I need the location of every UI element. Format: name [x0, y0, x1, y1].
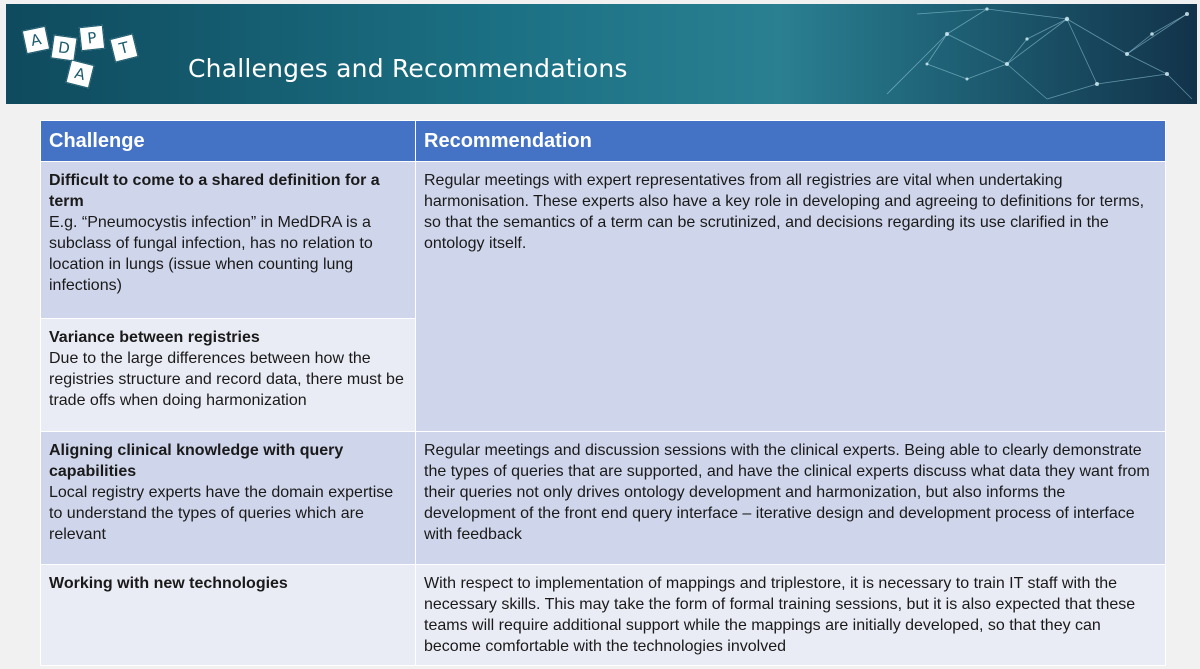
recommendation-cell — [416, 432, 1166, 565]
table-row — [41, 162, 1166, 319]
column-header-recommendation: Recommendation — [416, 121, 1166, 162]
challenge-cell — [41, 565, 416, 666]
logo-tile: T — [109, 33, 138, 62]
logo-tile: D — [50, 34, 77, 61]
recommendation-text: Regular meetings and discussion sessions with the clinical experts. Being able to clearly demonstrate the types of queries that are supported, and have the clinical experts discuss what data they want from their queries not only drives ontology development and harmonization, but also informs the development of the front end query interface – iterative design and development process of interface with feedback — [424, 442, 1150, 543]
challenge-title: Difficult to come to a shared definition for a term — [49, 172, 380, 210]
challenge-text: Local registry experts have the domain expertise to understand the types of queries which are relevant — [49, 484, 394, 543]
column-header-challenge: Challenge — [41, 121, 416, 162]
recommendation-text: With respect to implementation of mappings and triplestore, it is necessary to train IT staff with the necessary skills. This may take the form of formal training sessions, but it is also expected that these teams will require additional support while the mappings are initially developed, so that they can become comfortable with the technologies involved — [424, 575, 1136, 655]
challenge-title: Aligning clinical knowledge with query capabilities — [49, 442, 344, 480]
challenge-cell — [41, 162, 416, 319]
challenge-cell — [41, 432, 416, 565]
challenge-title: Variance between registries — [49, 329, 260, 346]
recommendation-cell — [416, 565, 1166, 666]
network-graphic — [867, 4, 1197, 104]
logo-tile: A — [65, 59, 94, 88]
recommendation-cell — [416, 162, 1166, 432]
challenge-text: Due to the large differences between how the registries structure and record data, there must be trade offs when doing harmonization — [49, 350, 404, 409]
logo-tile: A — [22, 26, 50, 54]
slide-title: Challenges and Recommendations — [188, 54, 628, 83]
challenges-table — [40, 120, 1166, 666]
table-row — [41, 565, 1166, 666]
challenge-text: E.g. “Pneumocystis infection” in MedDRA is a subclass of fungal infection, has no relation to location in lungs (issue when counting lung infections) — [49, 214, 373, 294]
challenge-cell — [41, 319, 416, 432]
table-row — [41, 432, 1166, 565]
challenge-title: Working with new technologies — [49, 575, 288, 592]
recommendation-text: Regular meetings with expert representatives from all registries are vital when undertaking harmonisation. These experts also have a key role in developing and agreeing to definitions for terms, so that the semantics of a term can be scrutinized, and decisions regarding its use clarified in the ontology itself. — [424, 172, 1145, 252]
table-header-row — [41, 121, 1166, 162]
title-banner — [6, 4, 1197, 104]
logo-tile: P — [79, 25, 105, 51]
adapt-logo — [24, 22, 154, 92]
